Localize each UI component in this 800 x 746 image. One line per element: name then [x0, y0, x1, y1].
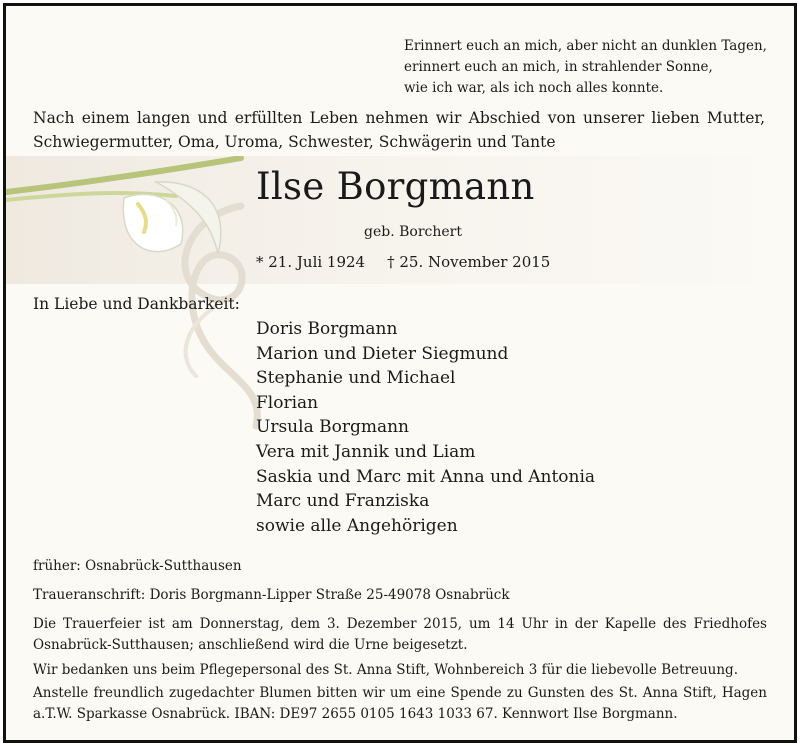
mourner-item: Marion und Dieter Siegmund: [256, 343, 509, 364]
mourner-item: Marc und Franziska: [256, 491, 430, 512]
birth-date: * 21. Juli 1924: [256, 253, 366, 271]
mourners-list: [256, 317, 595, 538]
life-dates: [256, 251, 550, 273]
mourner-item: Florian: [256, 392, 319, 413]
poem-line: Erinnert euch an mich, aber nicht an dunklen Tagen,: [404, 38, 767, 54]
mourner-item: Stephanie und Michael: [256, 368, 456, 389]
thanks-heading: In Liebe und Dankbarkeit:: [33, 295, 240, 313]
former-residence: früher: Osnabrück-Sutthausen: [33, 558, 242, 574]
mourner-item: Vera mit Jannik und Liam: [256, 441, 476, 462]
mourning-address: Traueranschrift: Doris Borgmann-Lipper Straße 25-49078 Osnabrück: [33, 587, 510, 603]
mourner-item: Ursula Borgmann: [256, 417, 409, 438]
birth-name: geb. Borchert: [364, 224, 462, 240]
intro-text: Nach einem langen und erfüllten Leben nehmen wir Abschied von unserer lieben Mutter, Schwiegermutter, Oma, Uroma, Schwester, Schwägerin und Tante: [33, 109, 765, 151]
care-thanks: Wir bedanken uns beim Pflegepersonal des St. Anna Stift, Wohnbereich 3 für die liebevolle Betreuung.: [33, 662, 738, 678]
mourner-item: Doris Borgmann: [256, 319, 398, 339]
obituary-notice: [3, 3, 797, 743]
poem: [404, 36, 767, 99]
donation-info: Anstelle freundlich zugedachter Blumen bitten wir um eine Spende zu Gunsten des St. Anna Stift, Hagen a.T.W. Sparkasse Osnabrück. IBAN: DE97 2655 0105 1643 1033 67. Kennwort Ilse Borgmann.: [33, 685, 767, 722]
poem-line: wie ich war, als ich noch alles konnte.: [404, 80, 664, 96]
mourner-item: Saskia und Marc mit Anna und Antonia: [256, 466, 596, 487]
calla-lily-icon: [6, 156, 246, 266]
death-date: † 25. November 2015: [387, 253, 551, 271]
mourner-item: sowie alle Angehörigen: [256, 515, 458, 536]
funeral-info: Die Trauerfeier ist am Donnerstag, dem 3. Dezember 2015, um 14 Uhr in der Kapelle des Friedhofes Osnabrück-Sutthausen; anschließend wird die Urne beigesetzt.: [33, 616, 767, 653]
poem-line: erinnert euch an mich, in strahlender Sonne,: [404, 59, 713, 75]
deceased-name: Ilse Borgmann: [256, 165, 535, 208]
